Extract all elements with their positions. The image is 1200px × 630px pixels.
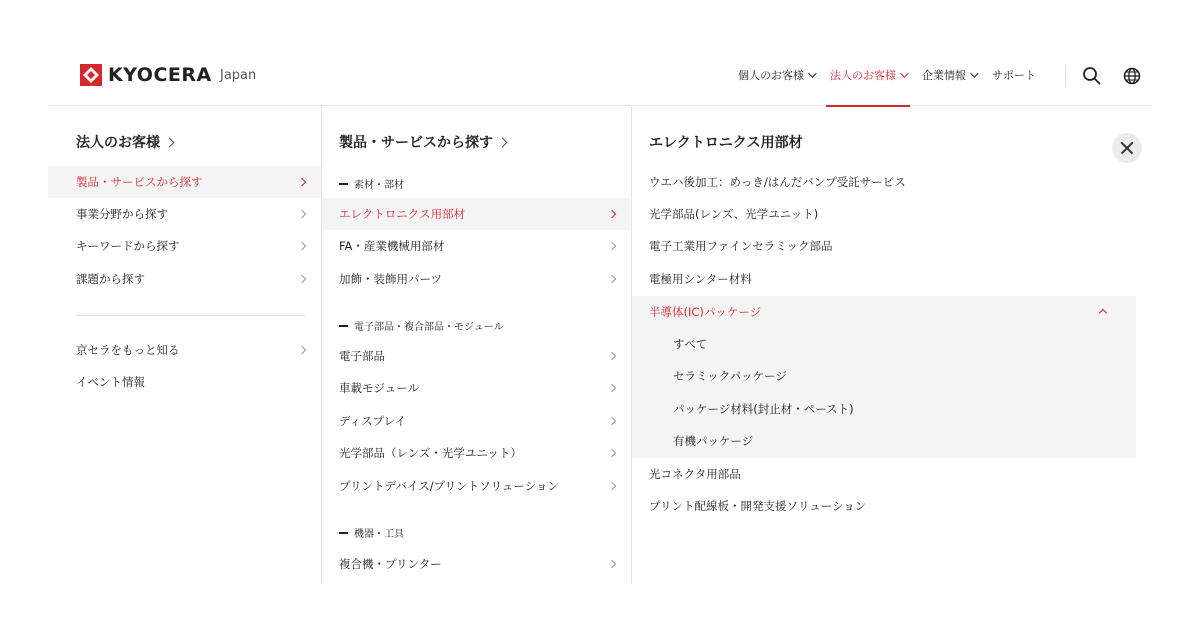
chevron-down-icon — [970, 69, 978, 77]
group-heading — [339, 525, 404, 540]
col1-item-events[interactable] — [48, 366, 321, 398]
chevron-right-icon — [298, 275, 306, 283]
col3-subitem-label: すべて — [673, 337, 708, 351]
col2-item[interactable] — [322, 263, 631, 295]
col1-divider — [76, 315, 305, 316]
col3-subitem[interactable] — [632, 360, 1136, 392]
chevron-up-icon — [1099, 309, 1107, 317]
col3-item-label: 光コネクタ用部品 — [649, 467, 741, 481]
chevron-right-icon — [608, 384, 616, 392]
chevron-right-icon — [298, 346, 306, 354]
globe-icon — [1122, 66, 1142, 86]
col3-subitem-label: 有機パッケージ — [673, 434, 754, 448]
col1-item-label: イベント情報 — [76, 375, 145, 389]
col3-expanded-item[interactable] — [632, 296, 1136, 328]
col3-title: エレクトロニクス用部材 — [649, 135, 803, 151]
kyocera-logo-icon — [80, 64, 102, 86]
language-button[interactable] — [1122, 66, 1142, 86]
nav-divider — [1065, 66, 1066, 86]
col2-item-label: FA・産業機械用部材 — [339, 239, 445, 253]
col1-item-label: キーワードから探す — [76, 239, 180, 253]
menu-column-3 — [632, 106, 1152, 584]
col1-item-label: 事業分野から探す — [76, 207, 168, 221]
chevron-down-icon — [900, 69, 908, 77]
search-icon — [1082, 66, 1102, 86]
chevron-right-icon — [608, 210, 616, 218]
col2-item[interactable] — [322, 340, 631, 372]
col1-title-link[interactable] — [76, 132, 173, 152]
col2-item-label: 電子部品 — [339, 349, 385, 363]
group-heading-label: 機器・工具 — [354, 529, 404, 540]
nav-company-label: 企業情報 — [922, 69, 966, 82]
col2-title: 製品・サービスから探す — [339, 135, 493, 151]
col3-item[interactable] — [632, 230, 1152, 262]
col3-item-label: プリント配線板・開発支援ソリューション — [649, 499, 867, 513]
col2-item-label: ディスプレイ — [339, 414, 407, 428]
chevron-right-icon — [608, 560, 616, 568]
menu-column-2 — [322, 106, 632, 584]
col2-item-label: 加飾・装飾用パーツ — [339, 272, 443, 286]
col3-subitem-label: パッケージ材料(封止材・ペースト) — [673, 402, 854, 416]
search-button[interactable] — [1082, 66, 1102, 86]
col2-item[interactable] — [322, 372, 631, 404]
col2-title-link[interactable] — [339, 132, 506, 152]
nav-support-label: サポート — [992, 69, 1036, 82]
chevron-down-icon — [808, 69, 816, 77]
chevron-right-icon — [608, 482, 616, 490]
chevron-right-icon — [608, 449, 616, 457]
chevron-right-icon — [498, 137, 508, 147]
close-menu-button[interactable] — [1112, 133, 1142, 163]
chevron-right-icon — [608, 352, 616, 360]
group-heading — [339, 176, 404, 191]
region-label: Japan — [220, 68, 257, 83]
col2-item-label: プリントデバイス/プリントソリューション — [339, 479, 559, 493]
chevron-right-icon — [165, 137, 175, 147]
col2-item-label: 車載モジュール — [339, 381, 420, 395]
nav-personal[interactable] — [730, 44, 822, 106]
group-heading-label: 素材・部材 — [354, 180, 404, 191]
group-heading — [339, 318, 504, 333]
col1-title: 法人のお客様 — [76, 135, 160, 151]
col3-item-label: ウエハ後加工：めっき/はんだバンプ受託サービス — [649, 175, 906, 189]
nav-business[interactable] — [822, 44, 914, 106]
menu-column-1 — [48, 106, 322, 584]
col1-item-keywords[interactable] — [48, 230, 321, 262]
group-heading-label: 電子部品・複合部品・モジュール — [354, 322, 504, 333]
nav-support[interactable] — [984, 44, 1044, 106]
dash-icon — [339, 532, 348, 534]
dash-icon — [339, 183, 348, 185]
chevron-right-icon — [608, 417, 616, 425]
col3-item[interactable] — [632, 263, 1152, 295]
chevron-right-icon — [298, 242, 306, 250]
col2-item-label: 光学部品（レンズ・光学ユニット） — [339, 446, 522, 460]
nav-business-label: 法人のお客様 — [830, 69, 896, 82]
col3-expanded-label: 半導体(IC)パッケージ — [649, 305, 762, 319]
col3-item-label: 電子工業用ファインセラミック部品 — [649, 239, 833, 253]
col3-subitem-label: セラミックパッケージ — [673, 369, 787, 383]
nav-personal-label: 個人のお客様 — [738, 69, 804, 82]
col3-item[interactable] — [632, 198, 1152, 230]
col1-item-products[interactable] — [48, 166, 321, 198]
kyocera-logo[interactable] — [80, 64, 212, 86]
site-header — [48, 44, 1152, 106]
col3-subitem[interactable] — [632, 393, 1136, 425]
col1-item-label: 製品・サービスから探す — [76, 175, 203, 189]
col3-item-label: 光学部品(レンズ、光学ユニット) — [649, 207, 819, 221]
col3-subitem[interactable] — [632, 425, 1136, 457]
col2-item-label: 複合機・プリンター — [339, 557, 442, 571]
chevron-right-icon — [298, 178, 306, 186]
col2-item[interactable] — [322, 405, 631, 437]
col1-item-about[interactable] — [48, 334, 321, 366]
col1-item-fields[interactable] — [48, 198, 321, 230]
dash-icon — [339, 325, 348, 327]
col1-item-label: 課題から探す — [76, 272, 145, 286]
col1-item-label: 京セラをもっと知る — [76, 343, 180, 357]
col3-item[interactable] — [632, 166, 1152, 198]
chevron-right-icon — [298, 210, 306, 218]
col2-item[interactable] — [322, 198, 631, 230]
col3-item[interactable] — [632, 490, 1152, 522]
col3-subitem[interactable] — [632, 328, 1136, 360]
logo-text: KYOCERA — [108, 64, 212, 86]
nav-company[interactable] — [914, 44, 984, 106]
col3-item[interactable] — [632, 458, 1152, 490]
col2-item[interactable] — [322, 470, 631, 502]
col1-item-issues[interactable] — [48, 263, 321, 295]
main-nav — [730, 44, 1044, 106]
chevron-right-icon — [608, 275, 616, 283]
col2-item[interactable] — [322, 548, 631, 580]
chevron-right-icon — [608, 242, 616, 250]
col2-item[interactable] — [322, 437, 631, 469]
col2-item[interactable] — [322, 230, 631, 262]
col3-item-label: 電極用シンター材料 — [649, 272, 752, 286]
col2-item-label: エレクトロニクス用部材 — [339, 207, 466, 221]
